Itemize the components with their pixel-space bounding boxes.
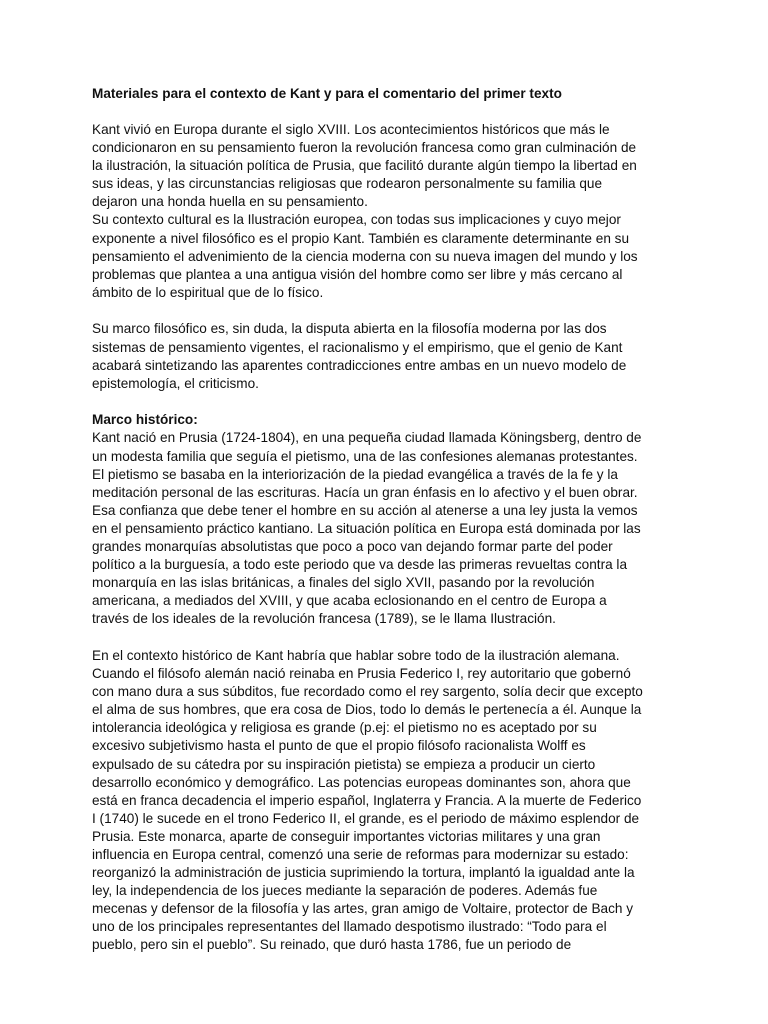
text-line: influencia en Europa central, comenzó una serie de reformas para modernizar su estado: [92,846,629,862]
text-line: Cuando el filósofo alemán nació reinaba en Prusia Federico I, rey autoritario que gobernó [92,666,631,682]
text-line: pueblo, pero sin el pueblo”. Su reinado, que duró hasta 1786, fue un periodo de [92,937,572,953]
text-line: uno de los principales representantes del llamado despotismo ilustrado: “Todo para el [92,919,607,935]
text-line: intolerancia ideológica y religiosa es grande (p.ej: el pietismo no es aceptado por su [92,720,597,736]
text-line: está en franca decadencia el imperio español, Inglaterra y Francia. A la muerte de Federico [92,792,642,808]
text-line: Su contexto cultural es la Ilustración europea, con todas sus implicaciones y cuyo mejor [92,212,621,228]
text-line: En el contexto histórico de Kant habría que hablar sobre todo de la ilustración alemana. [92,647,620,663]
spacer [92,103,682,121]
text-line: Esa confianza que debe tener el hombre en su acción al atenerse a una ley justa la vemos [92,502,638,518]
text-line: sus ideas, y las circunstancias religiosas que rodearon personalmente su familia que [92,176,603,192]
text-line: desarrollo económico y demográfico. Las potencias europeas dominantes son, ahora que [92,774,631,790]
text-line: excesivo subjetivismo hasta el punto de que el propio filósofo racionalista Wolff es [92,738,586,754]
text-line: la ilustración, la situación política de Prusia, que facilitó durante algún tiempo la libertad en [92,158,637,174]
paragraph-intro-3 [92,320,682,392]
text-line: mecenas y defensor de la filosofía y las artes, gran amigo de Voltaire, protector de Bach y [92,901,634,917]
text-line: un modesta familia que seguía el pietismo, una de las confesiones alemanas protestantes. [92,448,638,464]
text-line: dejaron una honda huella en su pensamiento. [92,194,368,210]
text-line: través de los ideales de la revolución francesa (1789), se le llama Ilustración. [92,611,556,627]
text-line: monarquía en las islas británicas, a finales del siglo XVII, pasando por la revolución [92,575,595,591]
text-line: condicionaron en su pensamiento fueron la revolución francesa como gran culminación de [92,140,637,156]
text-line: Prusia. Este monarca, aparte de conseguir importantes victorias militares y una gran [92,828,601,844]
spacer [92,393,682,412]
spacer [92,302,682,321]
text-line: epistemología, el criticismo. [92,375,259,391]
spacer [92,628,682,647]
section-heading: Marco histórico: [92,412,198,428]
text-line: exponente a nivel filosófico es el propio Kant. También es claramente determinante en su [92,230,630,246]
paragraph-historic-1 [92,429,682,628]
document-page [92,85,682,955]
text-line: el alma de sus hombres, que era cosa de Dios, todo lo demás le pertenecía a él. Aunque la [92,702,642,718]
text-line: ley, la independencia de los jueces mediante la separación de poderes. Además fue [92,883,598,899]
paragraph-intro-2 [92,211,682,301]
text-line: pensamiento el advenimiento de la ciencia moderna con su nueva imagen del mundo y los [92,248,638,264]
text-line: Su marco filosófico es, sin duda, la disputa abierta en la filosofía moderna por las dos [92,321,607,337]
text-line: sistemas de pensamiento vigentes, el racionalismo y el empirismo, que el genio de Kant [92,339,623,355]
text-line: acabará sintetizando las aparentes contradicciones entre ambas en un nuevo modelo de [92,357,627,373]
text-line: americana, a mediados del XVIII, y que acaba eclosionando en el centro de Europa a [92,593,607,609]
paragraph-historic-2 [92,647,682,955]
text-line: Kant vivió en Europa durante el siglo XVIII. Los acontecimientos históricos que más le [92,122,610,137]
text-line: meditación personal de las escrituras. Hacía un gran énfasis en lo afectivo y el buen obrar. [92,484,638,500]
paragraph-intro-1 [92,121,682,211]
text-line: ámbito de lo espiritual que de lo físico. [92,284,324,300]
text-line: con mano dura a sus súbditos, fue recordado como el rey sargento, solía decir que excepto [92,684,643,700]
text-line: reorganizó la administración de justicia suprimiendo la tortura, implantó la igualdad ante la [92,865,635,881]
text-line: expulsado de su cátedra por su inspiración pietista) se empieza a producir un cierto [92,756,596,772]
text-line: Kant nació en Prusia (1724-1804), en una pequeña ciudad llamada Köningsberg, dentro de [92,430,642,446]
text-line: en el pensamiento práctico kantiano. La situación política en Europa está dominada por las [92,520,641,536]
text-line: grandes monarquías absolutistas que poco a poco van dejando formar parte del poder [92,538,613,554]
document-title: Materiales para el contexto de Kant y para el comentario del primer texto [92,86,562,101]
text-line: político a la burguesía, a todo este periodo que va desde las primeras revueltas contra la [92,557,628,573]
text-line: problemas que plantea a una antigua visión del hombre como ser libre y más cercano al [92,266,623,282]
text-line: I (1740) le sucede en el trono Federico II, el grande, es el periodo de máximo esplendor de [92,810,640,826]
text-line: El pietismo se basaba en la interiorización de la piedad evangélica a través de la fe y la [92,466,618,482]
